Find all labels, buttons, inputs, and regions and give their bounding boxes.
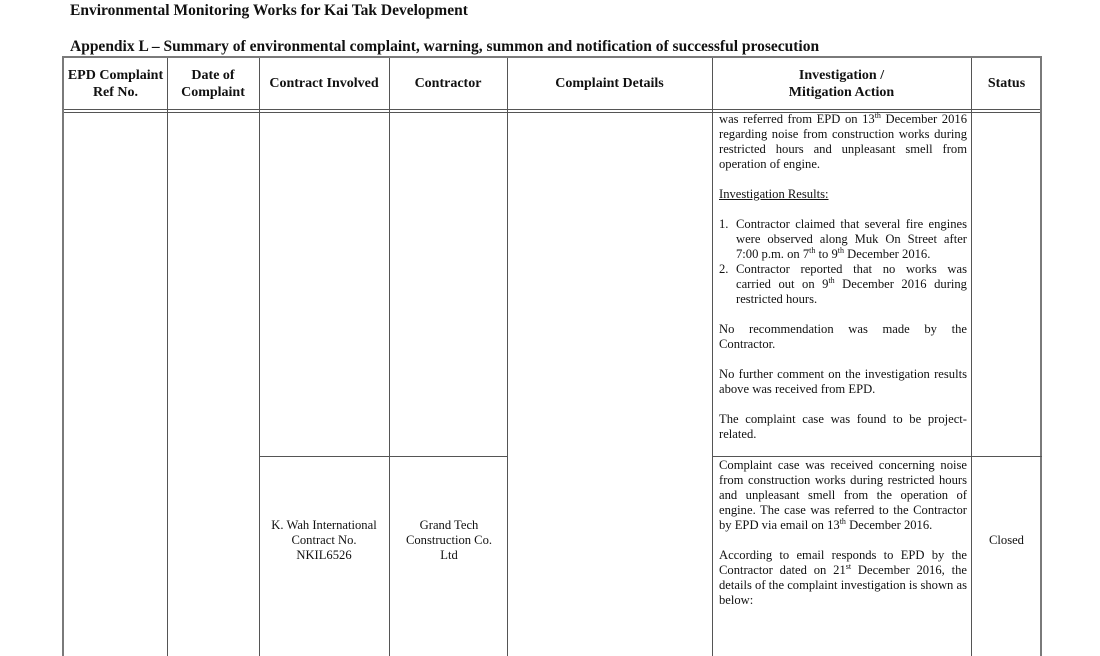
appendix-title: Appendix L – Summary of environmental complaint, warning, summon and notification of successful prosecution: [70, 38, 820, 55]
column-divider: [167, 58, 168, 656]
email-response-text: According to email responds to EPD by the Contractor dated on 21st December 2016, the details of the complaint investigation is shown as below:: [719, 548, 967, 607]
list-item: 2. Contractor reported that no works was carried out on 9th December 2016 during restricted hours.: [719, 262, 967, 306]
row-divider: [259, 456, 507, 457]
project-related-text: The complaint case was found to be project-related.: [719, 412, 967, 441]
column-divider: [389, 58, 390, 656]
header-status: Status: [987, 76, 1026, 91]
header-date: Date of Complaint: [181, 67, 245, 100]
no-recommendation-text: No recommendation was made by the Contractor.: [719, 322, 967, 351]
contractor-cell: Grand Tech Construction Co. Ltd: [405, 518, 493, 562]
header-contractor: Contractor: [414, 76, 482, 91]
header-complaint-details: Complaint Details: [555, 76, 664, 91]
no-further-comment-text: No further comment on the investigation results above was received from EPD.: [719, 367, 967, 396]
results-list: [719, 217, 967, 307]
investigation-cell-row2: [719, 458, 967, 608]
complaint-table: [62, 56, 1042, 656]
column-divider: [712, 58, 713, 656]
column-divider: [259, 58, 260, 656]
contract-cell: K. Wah International Contract No. NKIL6526: [271, 518, 377, 562]
investigation-cell-row1: [719, 112, 967, 442]
document-title: Environmental Monitoring Works for Kai Tak Development: [70, 2, 468, 19]
referral-text: was referred from EPD on 13th December 2016 regarding noise from construction works during restricted hours and unpleasant smell from operation of engine.: [719, 110, 967, 171]
list-item: 1. Contractor claimed that several fire engines were observed along Muk On Street after 7:00 p.m. on 7th to 9th December 2016.: [719, 217, 967, 261]
complaint-received-text: Complaint case was received concerning noise from construction works during restricted hours and unpleasant smell from the operation of engine. The case was referred to the Contractor by EPD via email on 13th December 2016.: [719, 458, 967, 532]
status-cell: Closed: [989, 533, 1024, 547]
header-ref-no: EPD Complaint Ref No.: [67, 67, 164, 100]
header-investigation: Investigation / Mitigation Action: [788, 67, 895, 100]
header-contract: Contract Involved: [269, 76, 379, 91]
column-divider: [971, 58, 972, 656]
results-heading: Investigation Results:: [719, 187, 829, 201]
row-divider: [712, 456, 1042, 457]
column-divider: [507, 58, 508, 656]
